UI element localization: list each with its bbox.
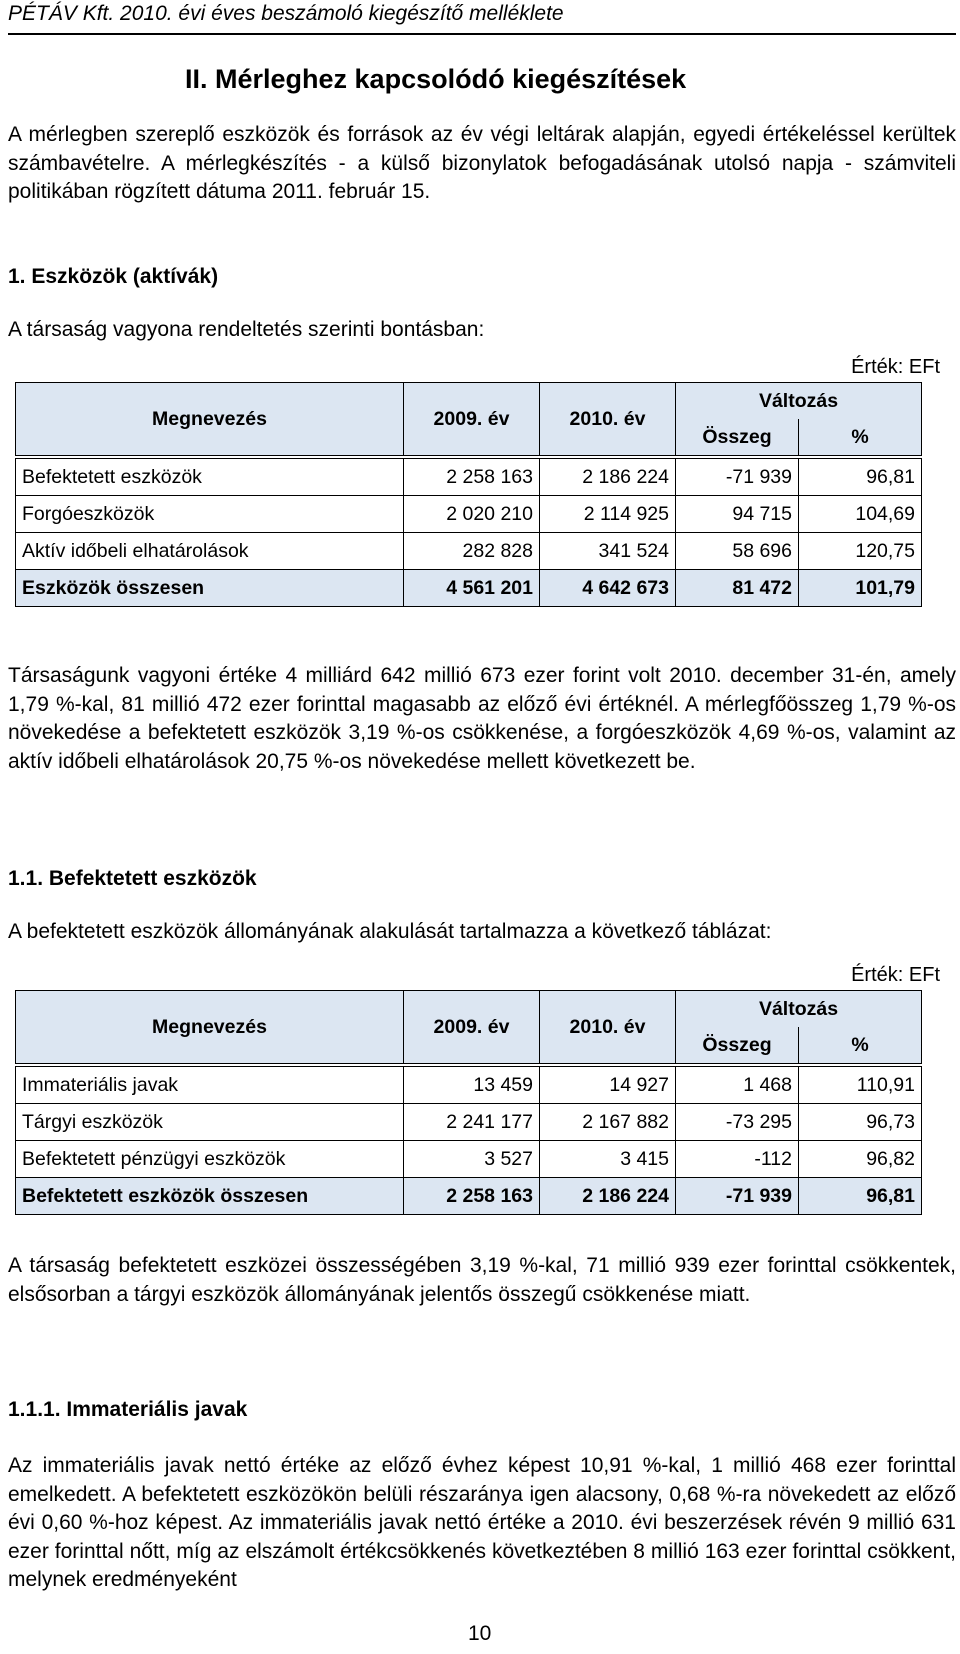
col-header-change: Változás: [676, 991, 922, 1028]
sec1-intro: A társaság vagyona rendeltetés szerinti bontásban:: [8, 318, 485, 341]
sec1-text: Társaságunk vagyoni értéke 4 milliárd 642 millió 673 ezer forint volt 2010. december 31-én, amely 1,79 %-kal, 81 millió 472 ezer forinttal magasabb az előző évi értéknél. A mérlegfőösszeg 1,79 %-os növekedése a befektetett eszközök 3,19 %-os csökkenése, a forgóeszközök 4,69 %-os, valamint az aktív időbeli elhatárolások 20,75 %-os növekedése mellett következett be.: [8, 664, 956, 773]
heading-eszkozok: 1. Eszközök (aktívák): [8, 265, 219, 288]
col-header-amount: Összeg: [676, 419, 799, 456]
assets-table: [15, 382, 922, 607]
sec11-text: A társaság befektetett eszközei összességében 3,19 %-kal, 71 millió 939 ezer forinttal csökkentek, elsősorban a tárgyi eszközök állományának jelentős összegű csökkenése miatt.: [8, 1254, 956, 1306]
col-header-name: Megnevezés: [16, 991, 404, 1064]
table-row: Immateriális javak 13 459 14 927 1 468 110,91: [16, 1067, 922, 1104]
fixed-assets-table: [15, 990, 922, 1215]
col-header-pct: %: [799, 1027, 922, 1064]
table-row: Forgóeszközök 2 020 210 2 114 925 94 715 104,69: [16, 496, 922, 533]
col-header-2009: 2009. év: [404, 991, 540, 1064]
table-total-row: Befektetett eszközök összesen 2 258 163 2 186 224 -71 939 96,81: [16, 1178, 922, 1215]
header-rule: [8, 33, 956, 35]
col-header-2010: 2010. év: [540, 383, 676, 456]
sec11-unit: Érték: EFt: [851, 964, 940, 986]
table-total-row: Eszközök összesen 4 561 201 4 642 673 81 472 101,79: [16, 570, 922, 607]
sec111-text: Az immateriális javak nettó értéke az előző évhez képest 10,91 %-kal, 1 millió 468 ezer forinttal emelkedett. A befektetett eszközökön belüli részaránya igen alacsony, 0,68 %-ra növekedett az előző évi 0,60 %-hoz képest. Az immateriális javak nettó értéke a 2010. évi beszerzések révén 9 millió 631 ezer forinttal nőtt, míg az elszámolt értékcsökkenés következtében 8 millió 163 ezer forinttal csökkent, melynek eredményeként: [8, 1454, 956, 1591]
table-row: Befektetett eszközök 2 258 163 2 186 224 -71 939 96,81: [16, 459, 922, 496]
col-header-2009: 2009. év: [404, 383, 540, 456]
table-row: Befektetett pénzügyi eszközök 3 527 3 415 -112 96,82: [16, 1141, 922, 1178]
heading-befektetett: 1.1. Befektetett eszközök: [8, 867, 257, 890]
col-header-name: Megnevezés: [16, 383, 404, 456]
col-header-amount: Összeg: [676, 1027, 799, 1064]
sec11-intro: A befektetett eszközök állományának alakulását tartalmazza a következő táblázat:: [8, 920, 772, 943]
heading-immaterialis: 1.1.1. Immateriális javak: [8, 1398, 248, 1421]
col-header-2010: 2010. év: [540, 991, 676, 1064]
document-header: PÉTÁV Kft. 2010. évi éves beszámoló kiegészítő melléklete: [8, 2, 564, 25]
col-header-change: Változás: [676, 383, 922, 420]
col-header-pct: %: [799, 419, 922, 456]
intro-paragraph: A mérlegben szereplő eszközök és források az év végi leltárak alapján, egyedi értékeléssel kerültek számbavételre. A mérlegkészítés - a külső bizonylatok befogadásának utolsó napja - számviteli politikában rögzített dátuma 2011. február 15.: [8, 123, 956, 203]
sec1-unit: Érték: EFt: [851, 356, 940, 378]
table-row: Aktív időbeli elhatárolások 282 828 341 524 58 696 120,75: [16, 533, 922, 570]
section-title: II. Mérleghez kapcsolódó kiegészítések: [185, 64, 687, 94]
table-row: Tárgyi eszközök 2 241 177 2 167 882 -73 295 96,73: [16, 1104, 922, 1141]
page-number: 10: [468, 1622, 492, 1645]
